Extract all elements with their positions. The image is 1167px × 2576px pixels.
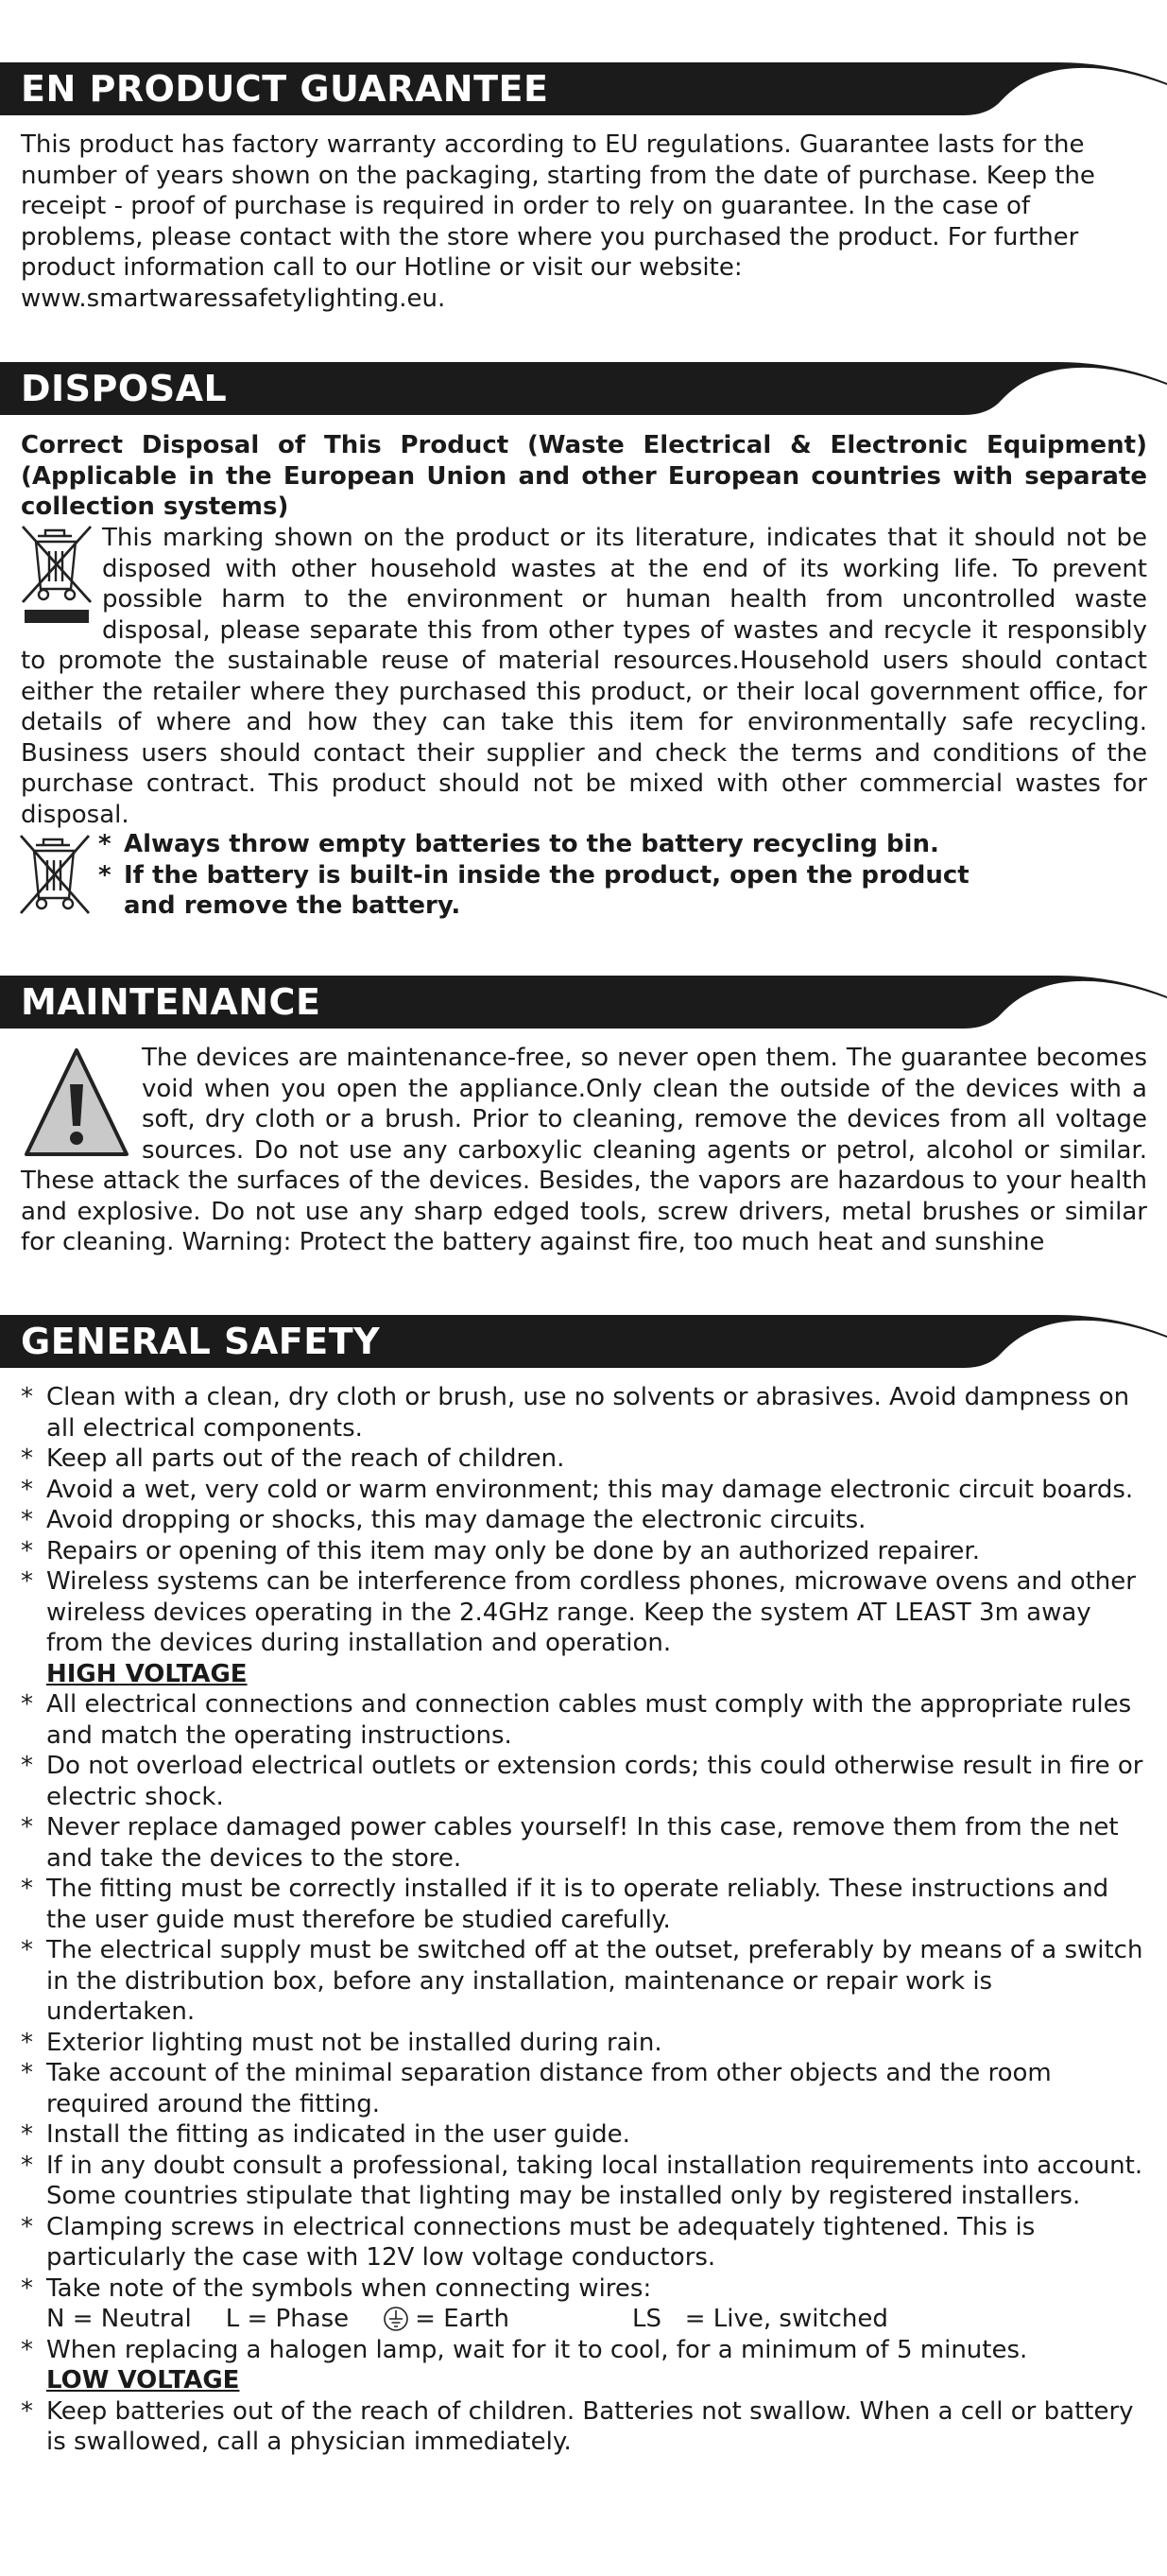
high-voltage-heading: HIGH VOLTAGE: [46, 1659, 248, 1688]
safety-item: * Avoid dropping or shocks, this may damage the electronic circuits.: [21, 1505, 1147, 1536]
safety-item: * The electrical supply must be switched off at the outset, preferably by means of a switch in the distribution box, before any installation, maintenance or repair work is undertaken.: [21, 1935, 1147, 2028]
safety-item: * Keep all parts out of the reach of children.: [21, 1444, 1147, 1475]
symbol-neutral: N = Neutral: [46, 2305, 192, 2333]
safety-item: * Clamping screws in electrical connections must be adequately tightened. This is particularly the case with 12V low voltage conductors.: [21, 2212, 1147, 2273]
wiring-symbols: [21, 2304, 1147, 2335]
safety-item: * If in any doubt consult a professional, taking local installation requirements into account. Some countries stipulate that lighting may be installed only by registered installers.: [21, 2151, 1147, 2212]
disposal-body: This marking shown on the product or its literature, indicates that it should not be disposed with other household wastes at the end of its working life. To prevent possible harm to the environment or human health from uncontrolled waste disposal, please separate this from other types of wastes and recycle it responsibly to promote the sustainable reuse of material resources.Household users should contact either the retailer where they purchased this product, or their local government office, for details of where and how they can take this item for environmentally safe recycling. Business users should contact their supplier and check the terms and conditions of the purchase contract. This product should not be mixed with other commercial wastes for disposal.: [21, 524, 1147, 829]
safety-item: * Install the fitting as indicated in the user guide.: [21, 2119, 1147, 2151]
safety-item: * Wireless systems can be interference from cordless phones, microwave ovens and other wireless devices operating in the 2.4GHz range. Keep the system AT LEAST 3m away from the devices during installation and operation.: [21, 1566, 1147, 1659]
battery-note: * Always throw empty batteries to the battery recycling bin.: [98, 829, 1138, 860]
safety-item: * Clean with a clean, dry cloth or brush, use no solvents or abrasives. Avoid dampness on all electrical components.: [21, 1382, 1147, 1444]
safety-item: * The fitting must be correctly installed if it is to operate reliably. These instructions and the user guide must therefore be studied carefully.: [21, 1874, 1147, 1935]
guarantee-banner: [0, 62, 1167, 115]
earth-ground-icon: [383, 2306, 409, 2332]
symbol-phase: L = Phase: [225, 2305, 350, 2333]
disposal-banner: [0, 362, 1167, 415]
crossed-out-wheelie-bin-icon: [19, 832, 94, 917]
safety-item: * When replacing a halogen lamp, wait for it to cool, for a minimum of 5 minutes.: [21, 2335, 1147, 2366]
safety-item: * Take account of the minimal separation distance from other objects and the room required around the fitting.: [21, 2058, 1147, 2119]
maintenance-body: The devices are maintenance-free, so never open them. The guarantee becomes void when you open the appliance.Only clean the outside of the devices with a soft, dry cloth or a brush. Prior to cleaning, remove the devices from all voltage sources. Do not use any carboxylic cleaning agents or petrol, alcohol or similar. These attack the surfaces of the devices. Besides, the vapors are hazardous to your health and explosive. Do not use any sharp edged tools, screw drivers, metal brushes or similar for cleaning. Warning: Protect the battery against fire, too much heat and sunshine: [21, 1044, 1147, 1256]
low-voltage-heading: LOW VOLTAGE: [46, 2366, 240, 2394]
symbol-live: LS = Live, switched: [631, 2305, 888, 2333]
safety-item: * Exterior lighting must not be installed during rain.: [21, 2028, 1147, 2059]
safety-item: * Repairs or opening of this item may only be done by an authorized repairer.: [21, 1536, 1147, 1567]
disposal-title: DISPOSAL: [21, 368, 228, 409]
symbol-earth: = Earth: [415, 2305, 509, 2333]
guarantee-title: EN PRODUCT GUARANTEE: [21, 68, 549, 110]
safety-title: GENERAL SAFETY: [21, 1321, 381, 1362]
battery-notes: [98, 829, 1138, 922]
guarantee-body: This product has factory warranty according to EU regulations. Guarantee lasts for the number of years shown on the packaging, starting from the date of purchase. Keep the receipt - proof of purchase is required in order to rely on guarantee. In the case of problems, please contact with the store where you purchased the product. For further product information call to our Hotline or visit our website: www.smartwaressafetylighting.eu.: [21, 130, 1095, 313]
safety-item: * Keep batteries out of the reach of children. Batteries not swallow. When a cell or battery is swallowed, call a physician immediately.: [21, 2396, 1147, 2458]
maintenance-title: MAINTENANCE: [21, 981, 321, 1023]
safety-item: * Never replace damaged power cables yourself! In this case, remove them from the net and take the devices to the store.: [21, 1812, 1147, 1874]
crossed-out-wheelie-bin-icon: [21, 523, 96, 640]
safety-item: * Avoid a wet, very cold or warm environment; this may damage electronic circuit boards.: [21, 1475, 1147, 1506]
battery-note: * If the battery is built-in inside the product, open the product and remove the battery.: [98, 860, 1003, 922]
maintenance-banner: [0, 976, 1167, 1029]
maintenance-body-block: [21, 1043, 1147, 1258]
safety-list: [21, 1382, 1147, 2458]
disposal-body-block: [21, 523, 1147, 830]
safety-item: * Do not overload electrical outlets or extension cords; this could otherwise result in fire or electric shock.: [21, 1751, 1147, 1812]
warning-icon-wrap: [21, 1043, 142, 1164]
disposal-heading: Correct Disposal of This Product (Waste Electrical & Electronic Equipment) (Applicable in the European Union and other European countries with separate collection systems): [21, 431, 1147, 521]
safety-item: * Take note of the symbols when connecting wires:: [21, 2273, 1147, 2305]
warning-triangle-icon: [21, 1043, 132, 1160]
safety-item: * All electrical connections and connection cables must comply with the appropriate rules and match the operating instructions.: [21, 1689, 1147, 1751]
weee-icon-wrap: [21, 523, 102, 646]
safety-banner: [0, 1315, 1167, 1368]
